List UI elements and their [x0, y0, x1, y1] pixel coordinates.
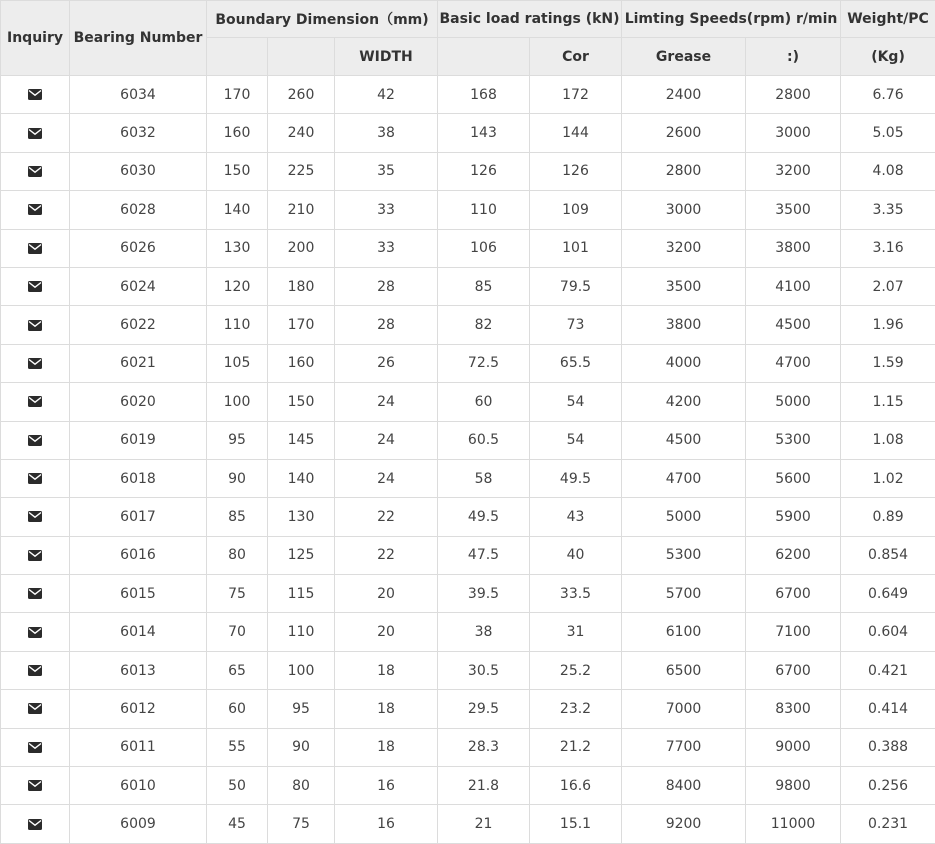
dynamic-load-rating-cell: 82: [438, 306, 530, 344]
inquiry-cell: [1, 421, 70, 459]
width-cell: 28: [335, 267, 438, 305]
bearing-number-cell: 6012: [70, 690, 207, 728]
bore-diameter-cell: 105: [207, 344, 268, 382]
static-load-rating-cor-cell: 33.5: [530, 575, 622, 613]
static-load-rating-cor-cell: 172: [530, 76, 622, 114]
dynamic-load-rating-cell: 168: [438, 76, 530, 114]
grease-speed-cell: 5300: [622, 536, 746, 574]
bearing-number-cell: 6032: [70, 114, 207, 152]
table-row: [1, 613, 935, 651]
oil-speed-cell: 4100: [746, 267, 841, 305]
bearing-number-cell: 6022: [70, 306, 207, 344]
subheader-grease: Grease: [622, 38, 746, 76]
dynamic-load-rating-cell: 58: [438, 459, 530, 497]
oil-speed-cell: 4500: [746, 306, 841, 344]
weight-cell: 1.59: [841, 344, 935, 382]
envelope-icon[interactable]: [28, 665, 42, 676]
header-weight: Weight/PC: [841, 1, 935, 38]
weight-cell: 1.15: [841, 383, 935, 421]
grease-speed-cell: 7700: [622, 728, 746, 766]
envelope-icon[interactable]: [28, 358, 42, 369]
grease-speed-cell: 7000: [622, 690, 746, 728]
table-row: [1, 767, 935, 805]
outer-diameter-cell: 180: [268, 267, 335, 305]
oil-speed-cell: 11000: [746, 805, 841, 843]
width-cell: 42: [335, 76, 438, 114]
table-row: [1, 152, 935, 190]
bore-diameter-cell: 130: [207, 229, 268, 267]
oil-speed-cell: 7100: [746, 613, 841, 651]
outer-diameter-cell: 210: [268, 191, 335, 229]
table-header: [1, 1, 935, 76]
subheader-oil: :): [746, 38, 841, 76]
oil-speed-cell: 5000: [746, 383, 841, 421]
envelope-icon[interactable]: [28, 627, 42, 638]
table-row: [1, 728, 935, 766]
inquiry-cell: [1, 383, 70, 421]
inquiry-cell: [1, 613, 70, 651]
bearing-number-cell: 6013: [70, 651, 207, 689]
envelope-icon[interactable]: [28, 588, 42, 599]
table-row: [1, 383, 935, 421]
table-row: [1, 805, 935, 843]
bore-diameter-cell: 70: [207, 613, 268, 651]
static-load-rating-cor-cell: 25.2: [530, 651, 622, 689]
header-boundary-dimension: Boundary Dimension（mm): [207, 1, 438, 38]
static-load-rating-cor-cell: 144: [530, 114, 622, 152]
weight-cell: 0.649: [841, 575, 935, 613]
static-load-rating-cor-cell: 31: [530, 613, 622, 651]
weight-cell: 0.388: [841, 728, 935, 766]
outer-diameter-cell: 260: [268, 76, 335, 114]
dynamic-load-rating-cell: 30.5: [438, 651, 530, 689]
envelope-icon[interactable]: [28, 243, 42, 254]
bearing-number-cell: 6028: [70, 191, 207, 229]
static-load-rating-cor-cell: 109: [530, 191, 622, 229]
bearing-number-cell: 6019: [70, 421, 207, 459]
table-row: [1, 114, 935, 152]
inquiry-cell: [1, 152, 70, 190]
static-load-rating-cor-cell: 73: [530, 306, 622, 344]
width-cell: 20: [335, 575, 438, 613]
width-cell: 24: [335, 421, 438, 459]
oil-speed-cell: 5900: [746, 498, 841, 536]
header-limiting-speeds: Limting Speeds(rpm) r/min: [622, 1, 841, 38]
dynamic-load-rating-cell: 143: [438, 114, 530, 152]
table-row: [1, 498, 935, 536]
bearing-number-cell: 6021: [70, 344, 207, 382]
inquiry-cell: [1, 229, 70, 267]
grease-speed-cell: 4500: [622, 421, 746, 459]
envelope-icon[interactable]: [28, 89, 42, 100]
grease-speed-cell: 3800: [622, 306, 746, 344]
width-cell: 18: [335, 728, 438, 766]
width-cell: 24: [335, 459, 438, 497]
dynamic-load-rating-cell: 110: [438, 191, 530, 229]
bearing-number-cell: 6010: [70, 767, 207, 805]
table-row: [1, 690, 935, 728]
bore-diameter-cell: 170: [207, 76, 268, 114]
table-row: [1, 459, 935, 497]
weight-cell: 1.96: [841, 306, 935, 344]
bore-diameter-cell: 110: [207, 306, 268, 344]
envelope-icon[interactable]: [28, 550, 42, 561]
width-cell: 33: [335, 229, 438, 267]
subheader-dynamic-load: [438, 38, 530, 76]
bore-diameter-cell: 150: [207, 152, 268, 190]
grease-speed-cell: 3500: [622, 267, 746, 305]
bore-diameter-cell: 140: [207, 191, 268, 229]
bearing-number-cell: 6030: [70, 152, 207, 190]
table-row: [1, 536, 935, 574]
bearing-number-cell: 6017: [70, 498, 207, 536]
bearing-number-cell: 6016: [70, 536, 207, 574]
width-cell: 16: [335, 805, 438, 843]
subheader-outer-diameter: [268, 38, 335, 76]
envelope-icon[interactable]: [28, 320, 42, 331]
oil-speed-cell: 9800: [746, 767, 841, 805]
table-row: [1, 421, 935, 459]
bearing-number-cell: 6009: [70, 805, 207, 843]
oil-speed-cell: 3200: [746, 152, 841, 190]
weight-cell: 0.256: [841, 767, 935, 805]
oil-speed-cell: 6700: [746, 651, 841, 689]
table-row: [1, 344, 935, 382]
width-cell: 16: [335, 767, 438, 805]
inquiry-cell: [1, 306, 70, 344]
bearing-number-cell: 6018: [70, 459, 207, 497]
dynamic-load-rating-cell: 72.5: [438, 344, 530, 382]
oil-speed-cell: 3500: [746, 191, 841, 229]
oil-speed-cell: 3800: [746, 229, 841, 267]
table-row: [1, 306, 935, 344]
envelope-icon[interactable]: [28, 473, 42, 484]
inquiry-cell: [1, 191, 70, 229]
bearing-number-cell: 6026: [70, 229, 207, 267]
table-row: [1, 267, 935, 305]
bearing-number-cell: 6034: [70, 76, 207, 114]
weight-cell: 1.02: [841, 459, 935, 497]
grease-speed-cell: 2800: [622, 152, 746, 190]
oil-speed-cell: 8300: [746, 690, 841, 728]
grease-speed-cell: 9200: [622, 805, 746, 843]
width-cell: 22: [335, 536, 438, 574]
envelope-icon[interactable]: [28, 780, 42, 791]
envelope-icon[interactable]: [28, 819, 42, 830]
outer-diameter-cell: 90: [268, 728, 335, 766]
envelope-icon[interactable]: [28, 396, 42, 407]
width-cell: 33: [335, 191, 438, 229]
inquiry-cell: [1, 690, 70, 728]
subheader-weight-unit: (Kg): [841, 38, 935, 76]
weight-cell: 1.08: [841, 421, 935, 459]
static-load-rating-cor-cell: 21.2: [530, 728, 622, 766]
envelope-icon[interactable]: [28, 703, 42, 714]
inquiry-cell: [1, 76, 70, 114]
header-basic-load-ratings: Basic load ratings (kN): [438, 1, 622, 38]
bore-diameter-cell: 85: [207, 498, 268, 536]
dynamic-load-rating-cell: 49.5: [438, 498, 530, 536]
width-cell: 35: [335, 152, 438, 190]
table-row: [1, 229, 935, 267]
width-cell: 28: [335, 306, 438, 344]
width-cell: 24: [335, 383, 438, 421]
grease-speed-cell: 3000: [622, 191, 746, 229]
grease-speed-cell: 5700: [622, 575, 746, 613]
grease-speed-cell: 8400: [622, 767, 746, 805]
envelope-icon[interactable]: [28, 435, 42, 446]
width-cell: 20: [335, 613, 438, 651]
weight-cell: 0.854: [841, 536, 935, 574]
oil-speed-cell: 3000: [746, 114, 841, 152]
dynamic-load-rating-cell: 28.3: [438, 728, 530, 766]
oil-speed-cell: 5300: [746, 421, 841, 459]
dynamic-load-rating-cell: 47.5: [438, 536, 530, 574]
width-cell: 18: [335, 651, 438, 689]
inquiry-cell: [1, 805, 70, 843]
outer-diameter-cell: 125: [268, 536, 335, 574]
outer-diameter-cell: 80: [268, 767, 335, 805]
oil-speed-cell: 6200: [746, 536, 841, 574]
subheader-cor: Cor: [530, 38, 622, 76]
weight-cell: 4.08: [841, 152, 935, 190]
oil-speed-cell: 6700: [746, 575, 841, 613]
grease-speed-cell: 2600: [622, 114, 746, 152]
bearing-number-cell: 6015: [70, 575, 207, 613]
inquiry-cell: [1, 267, 70, 305]
bore-diameter-cell: 90: [207, 459, 268, 497]
subheader-bore: [207, 38, 268, 76]
static-load-rating-cor-cell: 54: [530, 383, 622, 421]
inquiry-cell: [1, 498, 70, 536]
oil-speed-cell: 9000: [746, 728, 841, 766]
table-row: [1, 575, 935, 613]
width-cell: 26: [335, 344, 438, 382]
outer-diameter-cell: 225: [268, 152, 335, 190]
outer-diameter-cell: 100: [268, 651, 335, 689]
bore-diameter-cell: 45: [207, 805, 268, 843]
dynamic-load-rating-cell: 29.5: [438, 690, 530, 728]
table-row: [1, 191, 935, 229]
static-load-rating-cor-cell: 16.6: [530, 767, 622, 805]
envelope-icon[interactable]: [28, 204, 42, 215]
inquiry-cell: [1, 344, 70, 382]
outer-diameter-cell: 145: [268, 421, 335, 459]
outer-diameter-cell: 130: [268, 498, 335, 536]
header-inquiry: Inquiry: [1, 1, 70, 76]
oil-speed-cell: 2800: [746, 76, 841, 114]
subheader-width: WIDTH: [335, 38, 438, 76]
outer-diameter-cell: 95: [268, 690, 335, 728]
inquiry-cell: [1, 651, 70, 689]
weight-cell: 3.35: [841, 191, 935, 229]
inquiry-cell: [1, 459, 70, 497]
envelope-icon[interactable]: [28, 166, 42, 177]
bore-diameter-cell: 65: [207, 651, 268, 689]
bore-diameter-cell: 55: [207, 728, 268, 766]
width-cell: 22: [335, 498, 438, 536]
dynamic-load-rating-cell: 126: [438, 152, 530, 190]
dynamic-load-rating-cell: 39.5: [438, 575, 530, 613]
weight-cell: 6.76: [841, 76, 935, 114]
envelope-icon[interactable]: [28, 511, 42, 522]
outer-diameter-cell: 110: [268, 613, 335, 651]
static-load-rating-cor-cell: 65.5: [530, 344, 622, 382]
outer-diameter-cell: 150: [268, 383, 335, 421]
static-load-rating-cor-cell: 126: [530, 152, 622, 190]
outer-diameter-cell: 75: [268, 805, 335, 843]
dynamic-load-rating-cell: 21: [438, 805, 530, 843]
static-load-rating-cor-cell: 54: [530, 421, 622, 459]
grease-speed-cell: 5000: [622, 498, 746, 536]
static-load-rating-cor-cell: 23.2: [530, 690, 622, 728]
weight-cell: 3.16: [841, 229, 935, 267]
dynamic-load-rating-cell: 38: [438, 613, 530, 651]
grease-speed-cell: 6500: [622, 651, 746, 689]
bore-diameter-cell: 95: [207, 421, 268, 459]
bore-diameter-cell: 80: [207, 536, 268, 574]
dynamic-load-rating-cell: 21.8: [438, 767, 530, 805]
static-load-rating-cor-cell: 101: [530, 229, 622, 267]
bearing-number-cell: 6014: [70, 613, 207, 651]
weight-cell: 0.414: [841, 690, 935, 728]
outer-diameter-cell: 160: [268, 344, 335, 382]
inquiry-cell: [1, 575, 70, 613]
envelope-icon[interactable]: [28, 128, 42, 139]
bore-diameter-cell: 160: [207, 114, 268, 152]
envelope-icon[interactable]: [28, 281, 42, 292]
static-load-rating-cor-cell: 40: [530, 536, 622, 574]
grease-speed-cell: 6100: [622, 613, 746, 651]
weight-cell: 0.231: [841, 805, 935, 843]
weight-cell: 2.07: [841, 267, 935, 305]
outer-diameter-cell: 240: [268, 114, 335, 152]
dynamic-load-rating-cell: 60: [438, 383, 530, 421]
bearing-number-cell: 6024: [70, 267, 207, 305]
grease-speed-cell: 4000: [622, 344, 746, 382]
static-load-rating-cor-cell: 49.5: [530, 459, 622, 497]
inquiry-cell: [1, 114, 70, 152]
outer-diameter-cell: 170: [268, 306, 335, 344]
static-load-rating-cor-cell: 79.5: [530, 267, 622, 305]
table-body: [1, 76, 935, 844]
table-row: [1, 651, 935, 689]
oil-speed-cell: 4700: [746, 344, 841, 382]
bearing-number-cell: 6011: [70, 728, 207, 766]
outer-diameter-cell: 200: [268, 229, 335, 267]
weight-cell: 5.05: [841, 114, 935, 152]
width-cell: 38: [335, 114, 438, 152]
grease-speed-cell: 2400: [622, 76, 746, 114]
grease-speed-cell: 4700: [622, 459, 746, 497]
weight-cell: 0.421: [841, 651, 935, 689]
bore-diameter-cell: 75: [207, 575, 268, 613]
envelope-icon[interactable]: [28, 742, 42, 753]
weight-cell: 0.89: [841, 498, 935, 536]
outer-diameter-cell: 140: [268, 459, 335, 497]
weight-cell: 0.604: [841, 613, 935, 651]
inquiry-cell: [1, 536, 70, 574]
bore-diameter-cell: 120: [207, 267, 268, 305]
static-load-rating-cor-cell: 15.1: [530, 805, 622, 843]
dynamic-load-rating-cell: 85: [438, 267, 530, 305]
static-load-rating-cor-cell: 43: [530, 498, 622, 536]
table-row: [1, 76, 935, 114]
outer-diameter-cell: 115: [268, 575, 335, 613]
grease-speed-cell: 4200: [622, 383, 746, 421]
width-cell: 18: [335, 690, 438, 728]
inquiry-cell: [1, 767, 70, 805]
bore-diameter-cell: 50: [207, 767, 268, 805]
header-bearing-number: Bearing Number: [70, 1, 207, 76]
bore-diameter-cell: 100: [207, 383, 268, 421]
bearing-number-cell: 6020: [70, 383, 207, 421]
oil-speed-cell: 5600: [746, 459, 841, 497]
inquiry-cell: [1, 728, 70, 766]
dynamic-load-rating-cell: 106: [438, 229, 530, 267]
dynamic-load-rating-cell: 60.5: [438, 421, 530, 459]
bore-diameter-cell: 60: [207, 690, 268, 728]
grease-speed-cell: 3200: [622, 229, 746, 267]
